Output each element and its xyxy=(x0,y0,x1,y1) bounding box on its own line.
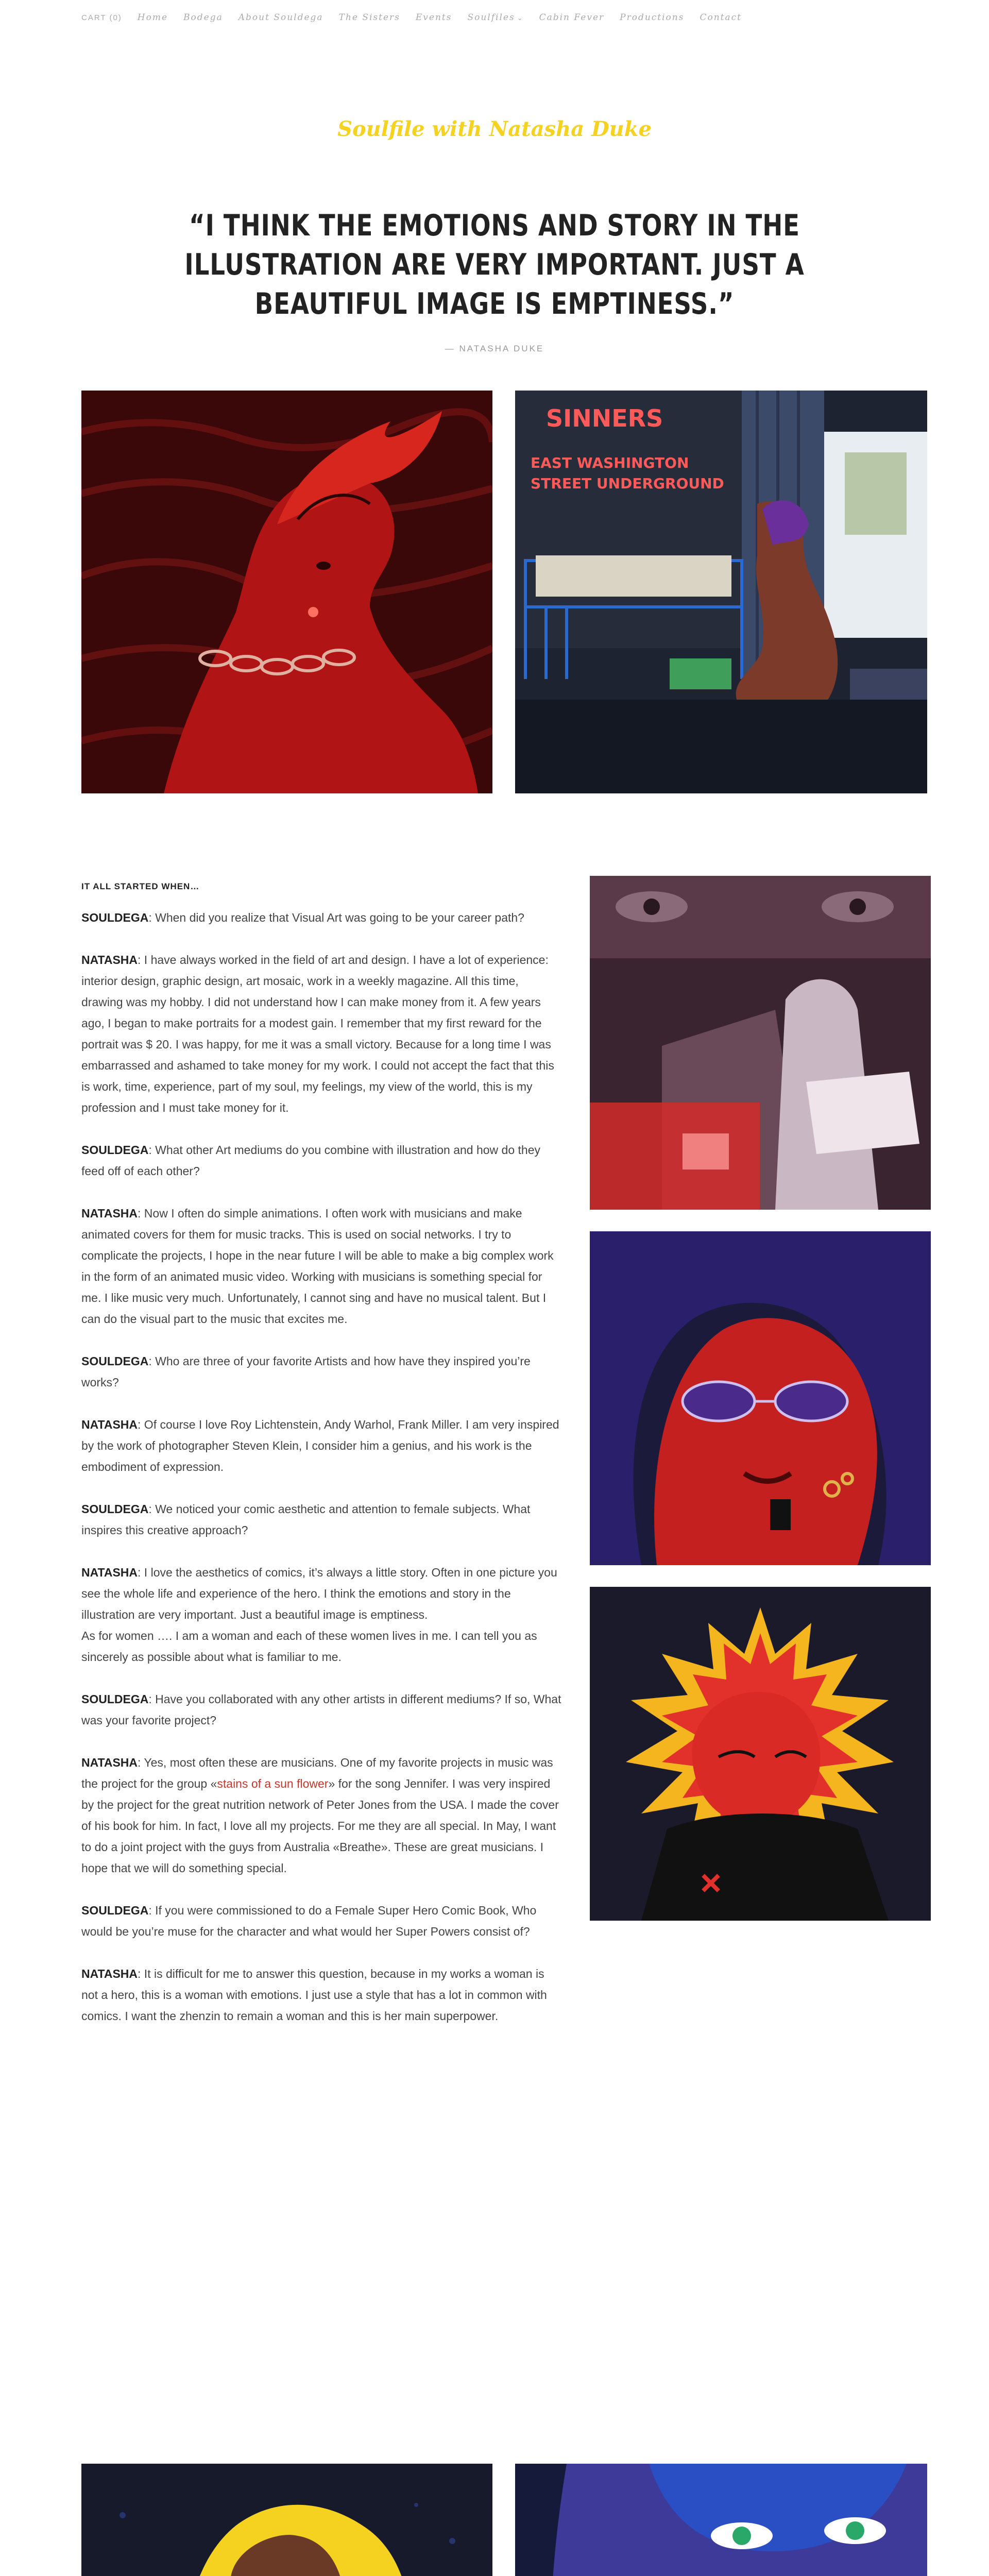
speaker-label: NATASHA xyxy=(81,1967,138,1980)
nav-item-cabin-fever[interactable]: Cabin Fever xyxy=(539,12,605,23)
speaker-label: SOULDEGA xyxy=(81,1502,149,1516)
paragraph-text: : We noticed your comic aesthetic and attention to female subjects. What inspires this creative approach? xyxy=(81,1502,531,1537)
neon-sign-line2: EAST WASHINGTON xyxy=(531,454,689,471)
nav-item-home[interactable]: Home xyxy=(137,12,168,23)
paragraph-text: : Of course I love Roy Lichtenstein, Andy Warhol, Frank Miller. I am very inspired by the work of photographer Steven Klein, I consider him a genius, and his work is the embodiment of expression. xyxy=(81,1418,559,1473)
interview-paragraph xyxy=(81,907,563,928)
paragraph-text: : It is difficult for me to answer this question, because in my works a woman is not a hero, this is a woman with emotions. I just use a style that has a lot in common with comics. I want the zhenzin to remain a woman and this is her main superpower. xyxy=(81,1967,547,2023)
chevron-down-icon: ⌄ xyxy=(517,14,524,22)
stains-of-a-sun-flower-link[interactable]: stains of a sun flower xyxy=(217,1777,329,1790)
cart-link[interactable]: CART (0) xyxy=(81,13,122,22)
quote-attribution: — NATASHA DUKE xyxy=(445,344,544,353)
speaker-label: NATASHA xyxy=(81,1207,138,1220)
artwork-collage-faces xyxy=(590,876,931,1210)
interview-paragraph xyxy=(81,1625,563,1668)
interview-paragraph xyxy=(81,1351,563,1393)
speaker-label: NATASHA xyxy=(81,1418,138,1431)
nav-item-productions[interactable]: Productions xyxy=(620,12,685,23)
interview-paragraph xyxy=(81,1900,563,1942)
paragraph-text: : When did you realize that Visual Art was going to be your career path? xyxy=(148,911,524,924)
speaker-label: SOULDEGA xyxy=(81,1904,149,1917)
interview-paragraph xyxy=(81,1140,563,1182)
nav-item-events[interactable]: Events xyxy=(415,12,452,23)
nav-item-contact[interactable]: Contact xyxy=(700,12,742,23)
page-title: Soulfile with Natasha Duke xyxy=(337,116,652,141)
interview-paragraph xyxy=(81,1203,563,1330)
pull-quote: “I THINK THE EMOTIONS AND STORY IN THE ILLUSTRATION ARE VERY IMPORTANT. JUST A BEAUTIFUL IMAGE IS EMPTINESS.” xyxy=(184,209,805,321)
paragraph-text: : Who are three of your favorite Artists and how have they inspired you’re works? xyxy=(81,1354,531,1389)
interview-paragraph xyxy=(81,1562,563,1625)
artwork-red-portrait xyxy=(81,391,492,793)
paragraph-text: : What other Art mediums do you combine with illustration and how do they feed off of each other? xyxy=(81,1143,541,1178)
interview-paragraph xyxy=(81,1689,563,1731)
nav-item-soulfiles-label: Soulfiles xyxy=(467,12,515,23)
artwork-sinners-bedroom xyxy=(515,391,927,793)
speaker-label: SOULDEGA xyxy=(81,1354,149,1368)
artwork-woman-sunglasses xyxy=(590,1231,931,1565)
artwork-red-haired-woman xyxy=(590,1587,931,1921)
speaker-label: NATASHA xyxy=(81,953,138,967)
paragraph-text: : I love the aesthetics of comics, it’s always a little story. Often in one picture you see the whole life and experience of the hero. I think the emotions and story in the illustration are very important. Just a beautiful image is emptiness. xyxy=(81,1566,557,1621)
speaker-label: NATASHA xyxy=(81,1566,138,1579)
main-nav xyxy=(81,12,742,23)
section-heading: IT ALL STARTED WHEN… xyxy=(81,882,200,891)
paragraph-text: : If you were commissioned to do a Female Super Hero Comic Book, Who would be you’re muse for the character and what would her Super Powers consist of? xyxy=(81,1904,537,1938)
nav-item-about-souldega[interactable]: About Souldega xyxy=(238,12,323,23)
interview-body xyxy=(81,876,563,2048)
artwork-blonde-leopard xyxy=(81,2464,492,2576)
speaker-label: SOULDEGA xyxy=(81,1143,149,1157)
paragraph-text: : Have you collaborated with any other artists in different mediums? If so, What was your favorite project? xyxy=(81,1692,561,1727)
interview-paragraph xyxy=(81,1752,563,1879)
interview-paragraph xyxy=(81,1963,563,2027)
paragraph-text: As for women …. I am a woman and each of these women lives in me. I can tell you as sincerely as possible about what is familiar to me. xyxy=(81,1629,537,1664)
neon-sign-line3: STREET UNDERGROUND xyxy=(531,475,724,492)
nav-item-soulfiles[interactable] xyxy=(467,12,523,23)
interview-paragraph xyxy=(81,1499,563,1541)
neon-sign-line1: SINNERS xyxy=(546,404,663,432)
paragraph-text: » for the song Jennifer. I was very inspired by the project for the great nutrition network of Peter Jones from the USA. I made the cover of his book for him. In fact, I love all my projects. For me they are all special. In May, I want to do a joint project with the guys from Australia «Breathe». These are great musicians. I hope that we will do something special. xyxy=(81,1777,559,1875)
speaker-label: SOULDEGA xyxy=(81,911,149,924)
interview-paragraph xyxy=(81,1414,563,1478)
artwork-woman-glass xyxy=(515,2464,927,2576)
nav-item-bodega[interactable]: Bodega xyxy=(183,12,223,23)
speaker-label: NATASHA xyxy=(81,1756,138,1769)
paragraph-text: : I have always worked in the field of art and design. I have a lot of experience: interior design, graphic design, art mosaic, work in a weekly magazine. All this time, drawing was my hobby. I did not understand how I can make money from it. A few years ago, I began to make portraits for a modest gain. I remember that my first reward for the portrait was $ 20. I was happy, for me it was a small victory. Because for a long time I was embarrassed and ashamed to take money for my work. I could not accept the fact that this is work, time, experience, part of my soul, my feelings, my view of the world, this is my profession and I must take money for it. xyxy=(81,953,554,1114)
speaker-label: SOULDEGA xyxy=(81,1692,149,1706)
paragraph-text: : Yes, most often these are musicians. One of my favorite projects in music was the project for the group « xyxy=(81,1756,553,1790)
paragraph-text: : Now I often do simple animations. I often work with musicians and make animated covers for them for music tracks. This is used on social networks. I try to complicate the projects, I hope in the near future I will be able to make a big complex work in the form of an animated music video. Working with musicians is something special for me. I like music very much. Unfortunately, I cannot sing and have no musical talent. But I can do the visual part to the music that excites me. xyxy=(81,1207,554,1326)
interview-paragraph xyxy=(81,950,563,1118)
nav-item-the-sisters[interactable]: The Sisters xyxy=(338,12,400,23)
